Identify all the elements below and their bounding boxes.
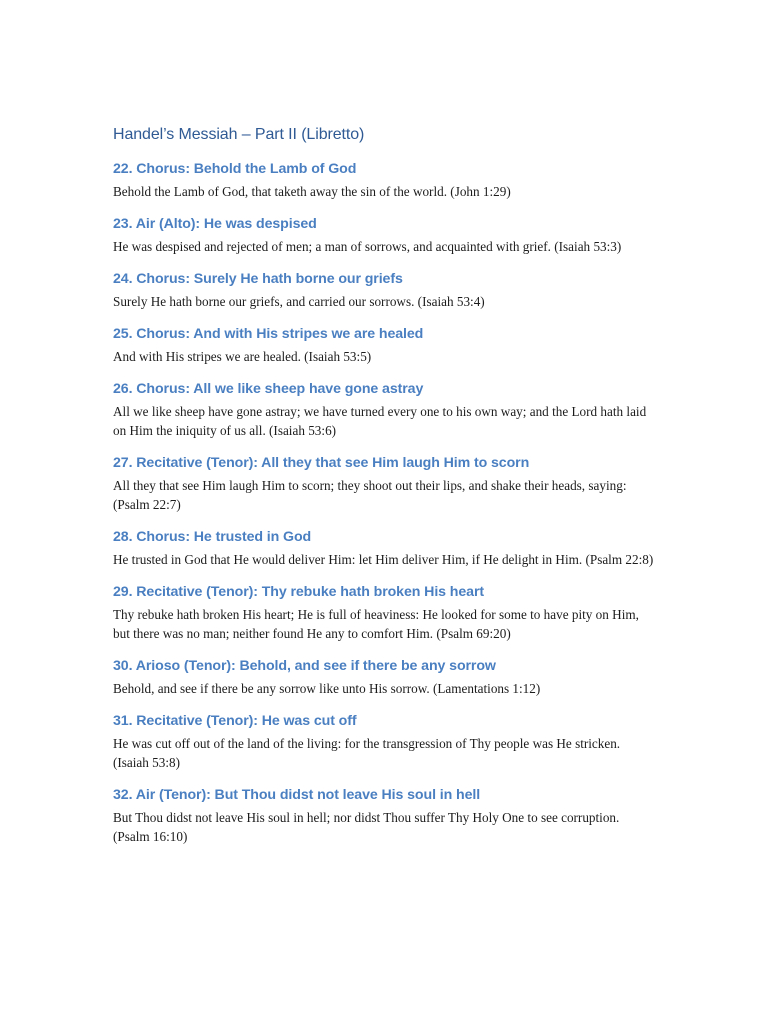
section-text: He trusted in God that He would deliver Him: let Him deliver Him, if He delight in Him. (Psalm 22:8) bbox=[113, 552, 654, 567]
section-32 bbox=[113, 785, 658, 846]
section-25 bbox=[113, 324, 658, 366]
section-heading: 30. Arioso (Tenor): Behold, and see if there be any sorrow bbox=[113, 658, 496, 674]
section-22 bbox=[113, 159, 658, 201]
section-text: All we like sheep have gone astray; we have turned every one to his own way; and the Lord hath laid on Him the iniquity of us all. (Isaiah 53:6) bbox=[113, 404, 647, 438]
section-26 bbox=[113, 379, 658, 440]
section-30 bbox=[113, 656, 658, 698]
section-24 bbox=[113, 269, 658, 311]
section-heading: 26. Chorus: All we like sheep have gone astray bbox=[113, 381, 424, 397]
section-text: Thy rebuke hath broken His heart; He is full of heaviness: He looked for some to have pity on Him, but there was no man; neither found He any to comfort Him. (Psalm 69:20) bbox=[113, 607, 639, 641]
section-heading: 29. Recitative (Tenor): Thy rebuke hath broken His heart bbox=[113, 584, 484, 600]
section-28 bbox=[113, 527, 658, 569]
section-heading: 27. Recitative (Tenor): All they that see Him laugh Him to scorn bbox=[113, 455, 530, 471]
section-text: But Thou didst not leave His soul in hell; nor didst Thou suffer Thy Holy One to see corruption. (Psalm 16:10) bbox=[113, 810, 620, 844]
section-heading: 23. Air (Alto): He was despised bbox=[113, 216, 317, 232]
section-text: And with His stripes we are healed. (Isaiah 53:5) bbox=[113, 349, 372, 364]
section-text: Surely He hath borne our griefs, and carried our sorrows. (Isaiah 53:4) bbox=[113, 294, 485, 309]
document-page bbox=[113, 124, 658, 859]
section-31 bbox=[113, 711, 658, 772]
section-text: Behold, and see if there be any sorrow like unto His sorrow. (Lamentations 1:12) bbox=[113, 681, 541, 696]
section-heading: 22. Chorus: Behold the Lamb of God bbox=[113, 161, 357, 177]
section-text: Behold the Lamb of God, that taketh away the sin of the world. (John 1:29) bbox=[113, 184, 511, 199]
section-27 bbox=[113, 453, 658, 514]
document-title: Handel’s Messiah – Part II (Libretto) bbox=[113, 126, 365, 143]
section-text: He was cut off out of the land of the living: for the transgression of Thy people was He stricken. (Isaiah 53:8) bbox=[113, 736, 621, 770]
section-23 bbox=[113, 214, 658, 256]
section-heading: 25. Chorus: And with His stripes we are healed bbox=[113, 326, 424, 342]
section-heading: 24. Chorus: Surely He hath borne our griefs bbox=[113, 271, 403, 287]
section-heading: 28. Chorus: He trusted in God bbox=[113, 529, 312, 545]
section-heading: 32. Air (Tenor): But Thou didst not leave His soul in hell bbox=[113, 787, 481, 803]
section-text: He was despised and rejected of men; a man of sorrows, and acquainted with grief. (Isaiah 53:3) bbox=[113, 239, 622, 254]
section-29 bbox=[113, 582, 658, 643]
section-heading: 31. Recitative (Tenor): He was cut off bbox=[113, 713, 357, 729]
section-text: All they that see Him laugh Him to scorn; they shoot out their lips, and shake their heads, saying: (Psalm 22:7) bbox=[113, 478, 627, 512]
